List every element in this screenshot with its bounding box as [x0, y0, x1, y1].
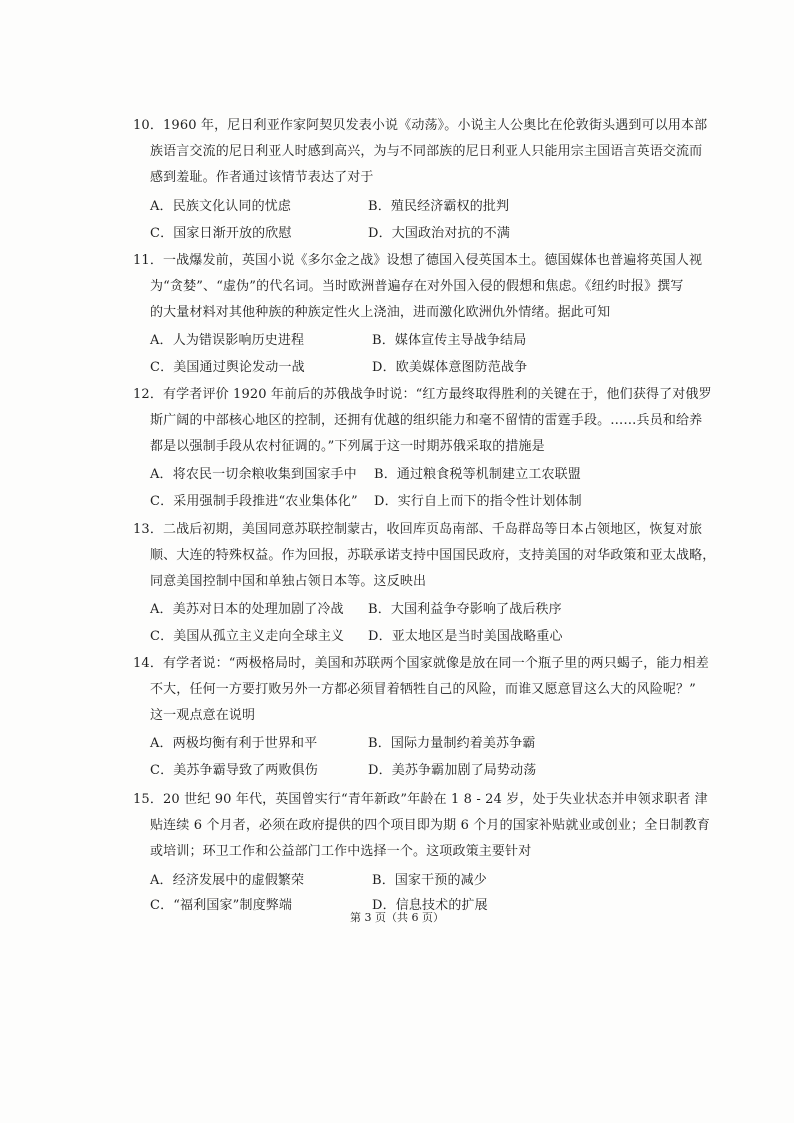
question-stem-line: 贴连续 6 个月者，必须在政府提供的四个项目即为期 6 个月的国家补贴就业或创业；全日制教育	[150, 818, 710, 833]
question-stem-line: 顺、大连的特殊权益。作为回报，苏联承诺支持中国国民政府，支持美国的对华政策和亚太战略，	[150, 548, 716, 563]
question-stem-line: 同意美国控制中国和单独占领日本等。这反映出	[150, 574, 427, 589]
option-d: D．大国政治对抗的不满	[368, 226, 511, 241]
option-c: C．“福利国家”制度弊端	[150, 898, 293, 913]
option-a: A．美苏对日本的处理加剧了冷战	[150, 602, 344, 617]
option-c: C．国家日渐开放的欣慰	[150, 226, 292, 241]
question-stem-line: 为“贪婪”、“虚伪”的代名词。当时欧洲普遍存在对外国入侵的假想和焦虑。《纽约时报》撰写	[150, 279, 684, 294]
question-stem-line: 斯广阔的中部核心地区的控制，还拥有优越的组织能力和毫不留情的雷霆手段。……兵员和给养	[150, 413, 703, 428]
question-stem-line: 不大，任何一方要打败另外一方都必须冒着牺牲自己的风险，而谁又愿意冒这么大的风险呢？”	[150, 682, 696, 697]
question-stem-line: 10．1960 年，尼日利亚作家阿契贝发表小说《动荡》。小说主人公奥比在伦敦街头遇到可以用本部	[133, 118, 708, 133]
option-b: B．媒体宣传主导战争结局	[372, 333, 527, 348]
option-b: B．国家干预的减少	[372, 873, 487, 888]
question-stem-line: 13．二战后初期，美国同意苏联控制蒙古，收回库页岛南部、千岛群岛等日本占领地区，恢复对旅	[133, 522, 703, 537]
option-a: A．经济发展中的虚假繁荣	[150, 873, 305, 888]
question-stem-line: 12．有学者评价 1920 年前后的苏俄战争时说：“红方最终取得胜利的关键在于，他们获得了对俄罗	[133, 387, 712, 402]
option-a: A．民族文化认同的忧虑	[150, 199, 292, 214]
option-c: C．美国从孤立主义走向全球主义	[150, 629, 345, 644]
question-stem-line: 族语言交流的尼日利亚人时感到高兴，为与不同部族的尼日利亚人只能用宗主国语言英语交流而	[150, 144, 703, 159]
question-stem-line: 或培训；环卫工作和公益部门工作中选择一个。这项政策主要针对	[150, 844, 532, 859]
option-b: B．大国利益争夺影响了战后秩序	[368, 602, 562, 617]
option-b: B．国际力量制约着美苏争霸	[368, 736, 536, 751]
question-stem-line: 15．20 世纪 90 年代，英国曾实行“青年新政”年龄在 1 8 - 24 岁，处于失业状态并申领求职者 津	[133, 792, 708, 807]
option-b: B．通过粮食税等机制建立工农联盟	[374, 467, 581, 482]
question-stem-line: 感到羞耻。作者通过该情节表达了对于	[150, 170, 374, 185]
question-stem-line: 的大量材料对其他种族的种族定性火上浇油，进而激化欧洲仇外情绪。据此可知	[150, 305, 611, 320]
option-a: A．人为错误影响历史进程	[150, 333, 305, 348]
question-stem-line: 14．有学者说：“两极格局时，美国和苏联两个国家就像是放在同一个瓶子里的两只蝎子，能力相差	[133, 656, 709, 671]
question-stem-line: 这一观点意在说明	[150, 708, 256, 723]
option-d: D．美苏争霸加剧了局势动荡	[368, 763, 537, 778]
option-c: C．美国通过舆论发动一战	[150, 360, 305, 375]
question-stem-line: 都是以强制手段从农村征调的。”下列属于这一时期苏俄采取的措施是	[150, 439, 545, 454]
question-stem-line: 11．一战爆发前，英国小说《多尔金之战》设想了德国入侵英国本土。德国媒体也普遍将英国人视	[133, 253, 703, 268]
option-d: D．实行自上而下的指令性计划体制	[374, 494, 582, 509]
option-d: D．信息技术的扩展	[372, 898, 488, 913]
option-c: C．美苏争霸导致了两败俱伤	[150, 763, 318, 778]
option-d: D．欧美媒体意图防范战争	[372, 360, 528, 375]
option-d: D．亚太地区是当时美国战略重心	[368, 629, 563, 644]
option-a: A．两极均衡有利于世界和平	[150, 736, 318, 751]
option-c: C．采用强制手段推进“农业集体化”	[150, 494, 358, 509]
page-footer: 第 3 页（共 6 页）	[350, 911, 444, 924]
option-a: A．将农民一切余粮收集到国家手中	[150, 467, 357, 482]
option-b: B．殖民经济霸权的批判	[368, 199, 510, 214]
